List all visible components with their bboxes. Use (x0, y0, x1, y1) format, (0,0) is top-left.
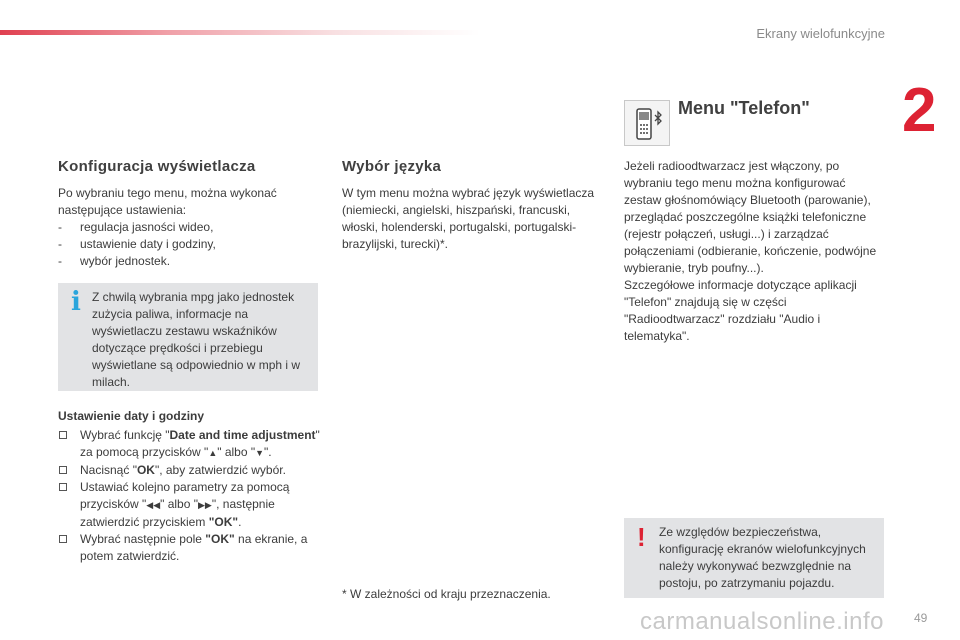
section-title: Ekrany wielofunkcyjne (756, 26, 885, 41)
arrow-up-icon: ▲ (208, 448, 218, 458)
info-icon: i (71, 287, 81, 317)
display-config-heading: Konfiguracja wyświetlacza (58, 158, 256, 175)
checkbox-icon (59, 535, 67, 543)
checkbox-icon (59, 483, 67, 491)
checkbox-icon (59, 466, 67, 474)
chapter-number: 2 (902, 76, 937, 145)
phone-menu-section (624, 158, 886, 345)
header-accent-bar (0, 30, 480, 35)
display-config-intro: Po wybraniu tego menu, można wykonać następujące ustawienia: (58, 186, 277, 217)
list-item: Wybrać następnie pole "OK" na ekranie, a potem zatwierdzić. (58, 531, 320, 565)
list-item: - regulacja jasności wideo, (58, 219, 320, 236)
arrow-left-icon: ◀◀ (146, 500, 161, 510)
list-item: - wybór jednostek. (58, 253, 320, 270)
phone-menu-details: Szczegółowe informacje dotyczące aplikacji "Telefon" znajdują się w części "Radioodtwarzacz" rozdziału "Audio i telematyka". (624, 278, 857, 343)
language-section (342, 158, 604, 253)
warning-note-box (624, 518, 884, 598)
checkbox-icon (59, 431, 67, 439)
info-note-box (58, 283, 318, 391)
arrow-down-icon: ▼ (255, 448, 265, 458)
list-item: - ustawienie daty i godziny, (58, 236, 320, 253)
display-config-list (58, 219, 320, 270)
date-time-heading: Ustawienie daty i godziny (58, 409, 205, 423)
language-heading: Wybór języka (342, 158, 442, 175)
arrow-right-icon: ▶▶ (198, 500, 212, 510)
list-item: Ustawiać kolejno parametry za pomocą przycisków "◀◀" albo "▶▶", następnie zatwierdzić przyciskiem "OK". (58, 479, 320, 531)
phone-menu-text: Jeżeli radioodtwarzacz jest włączony, po wybraniu tego menu można konfigurować zestaw głośnomówiący Bluetooth (parowanie), przeglądać poszczególne książki telefoniczne (rejestr połączeń, usługi...) i zarządzać połączeniami (odbieranie, kończenie, podwójne wybieranie, tryb poufny...). (624, 159, 877, 275)
phone-bluetooth-icon (624, 100, 670, 146)
date-time-section (58, 408, 320, 565)
page-number: 49 (914, 611, 928, 625)
exclamation-icon: ! (637, 522, 646, 552)
language-text: W tym menu można wybrać język wyświetlacza (niemiecki, angielski, hiszpański, francuski, włoski, holenderski, portugalski, portugalski-brazylijski, turecki)*. (342, 186, 595, 251)
warning-note-text: Ze względów bezpieczeństwa, konfigurację ekranów wielofunkcyjnych należy wykonywać bezwzględnie na postoju, po zatrzymaniu pojazdu. (659, 525, 866, 590)
info-note-text: Z chwilą wybrania mpg jako jednostek zużycia paliwa, informacje na wyświetlaczu zestawu wskaźników dotyczące prędkości i przebiegu wyświetlane są odpowiednio w mph i w milach. (92, 290, 301, 389)
date-time-steps (58, 427, 320, 565)
list-item: Wybrać funkcję "Date and time adjustment" za pomocą przycisków "▲" albo "▼". (58, 427, 320, 462)
phone-menu-title: Menu "Telefon" (678, 98, 810, 118)
list-item: Nacisnąć "OK", aby zatwierdzić wybór. (58, 462, 320, 479)
display-config-section (58, 158, 320, 270)
footnote: * W zależności od kraju przeznaczenia. (342, 587, 551, 601)
watermark: carmanualsonline.info (640, 608, 884, 635)
